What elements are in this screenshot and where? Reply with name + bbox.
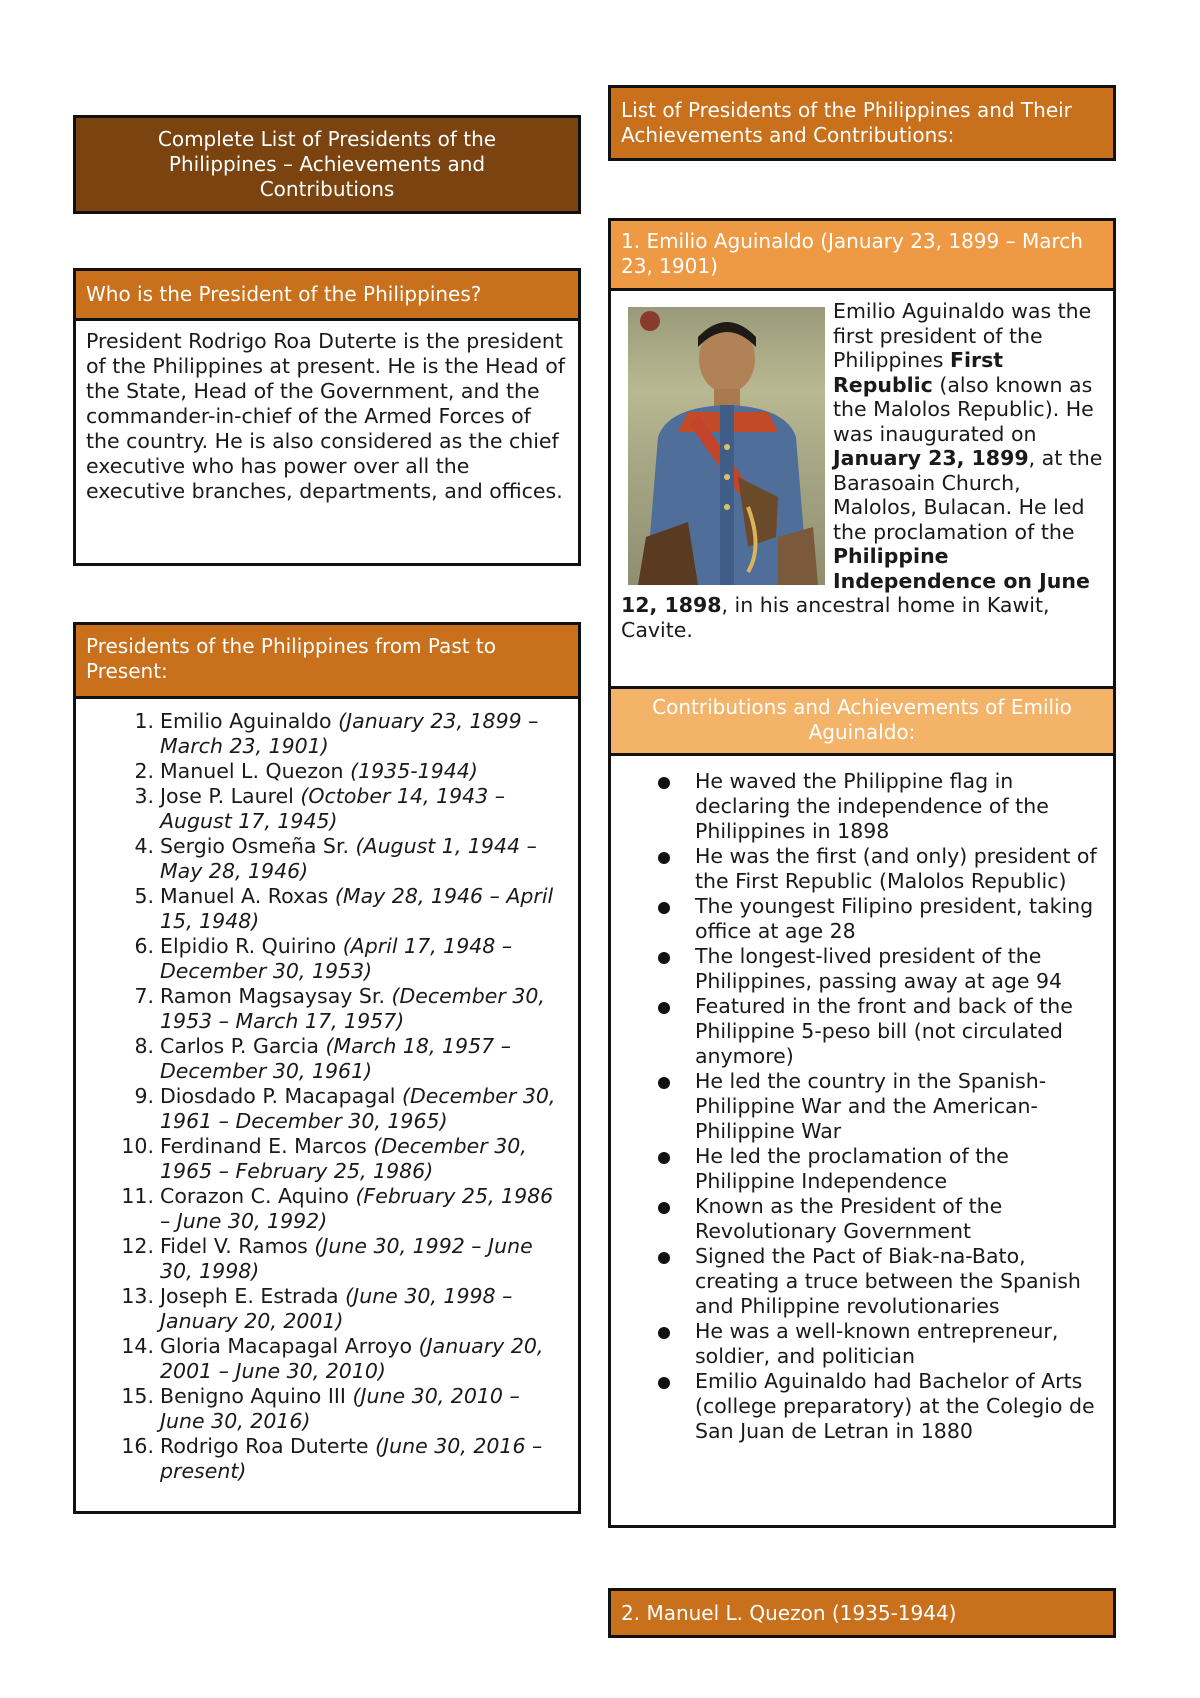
president-list-item bbox=[76, 784, 568, 834]
bullet-icon bbox=[658, 1327, 670, 1339]
contribution-item bbox=[611, 894, 1105, 944]
contribution-text: Signed the Pact of Biak-na-Bato, creating a truce between the Spanish and Philippine revolutionaries bbox=[695, 1244, 1081, 1318]
president-list-item bbox=[76, 1184, 568, 1234]
president-list-item bbox=[76, 709, 568, 759]
bullet-icon bbox=[658, 952, 670, 964]
president-name: Sergio Osmeña Sr. bbox=[160, 834, 350, 858]
president-list-item bbox=[76, 1034, 568, 1084]
aguinaldo-bio: Emilio Aguinaldo was the first president of the Philippines First Republic (also known as the Malolos Republic). He was inaugurated on January 23, 1899, at the Barasoain Church, Malolos, Bulacan. He led the proclamation of the Philippine Independence on June 12, 1898, in his ancestral home in Kawit, Cavite. bbox=[621, 299, 1103, 642]
presidents-list-panel bbox=[73, 622, 581, 1514]
contributions-heading: Contributions and Achievements of Emilio Aguinaldo: bbox=[611, 686, 1113, 756]
president-list-item bbox=[76, 884, 568, 934]
list-number: 9. bbox=[134, 1084, 154, 1108]
term-dates: (May 28, 1946 – April 15, 1948) bbox=[160, 884, 554, 933]
bullet-icon bbox=[658, 1252, 670, 1264]
president-name: Manuel L. Quezon bbox=[160, 759, 344, 783]
president-name: Jose P. Laurel bbox=[160, 784, 294, 808]
contribution-text: He was a well-known entrepreneur, soldier, and politician bbox=[695, 1319, 1059, 1368]
contribution-text: Emilio Aguinaldo had Bachelor of Arts (college preparatory) at the Colegio de San Juan de Letran in 1880 bbox=[695, 1369, 1095, 1443]
list-heading: List of Presidents of the Philippines and Their Achievements and Contributions: bbox=[608, 85, 1116, 161]
president-name: Diosdado P. Macapagal bbox=[160, 1084, 396, 1108]
list-number: 14. bbox=[121, 1334, 154, 1358]
contribution-item bbox=[611, 1244, 1105, 1319]
presidents-list bbox=[76, 699, 578, 1484]
presidents-list-heading: Presidents of the Philippines from Past to Present: bbox=[76, 625, 578, 699]
aguinaldo-portrait bbox=[628, 307, 825, 585]
president-list-item bbox=[76, 1134, 568, 1184]
president-list-item bbox=[76, 1084, 568, 1134]
term-dates: (March 18, 1957 – December 30, 1961) bbox=[160, 1034, 511, 1083]
contribution-item bbox=[611, 994, 1105, 1069]
contribution-item bbox=[611, 1319, 1105, 1369]
list-number: 8. bbox=[134, 1034, 154, 1058]
document-title bbox=[73, 115, 581, 214]
list-number: 11. bbox=[121, 1184, 154, 1208]
president-name: Carlos P. Garcia bbox=[160, 1034, 319, 1058]
contribution-text: He waved the Philippine flag in declaring the independence of the Philippines in 1898 bbox=[695, 769, 1049, 843]
contribution-text: Featured in the front and back of the Philippine 5-peso bill (not circulated anymore) bbox=[695, 994, 1073, 1068]
bullet-icon bbox=[658, 1377, 670, 1389]
contribution-item bbox=[611, 844, 1105, 894]
aguinaldo-panel bbox=[608, 218, 1116, 1528]
term-dates: (February 25, 1986 – June 30, 1992) bbox=[160, 1184, 554, 1233]
document-title-text: Complete List of Presidents of the Philippines – Achievements and Contributions bbox=[157, 127, 497, 201]
term-dates: (August 1, 1944 – May 28, 1946) bbox=[160, 834, 537, 883]
president-name: Fidel V. Ramos bbox=[160, 1234, 308, 1258]
contribution-item bbox=[611, 1069, 1105, 1144]
contribution-text: He led the country in the Spanish-Philippine War and the American-Philippine War bbox=[695, 1069, 1047, 1143]
president-list-item bbox=[76, 1434, 568, 1484]
president-name: Corazon C. Aquino bbox=[160, 1184, 349, 1208]
president-list-item bbox=[76, 1234, 568, 1284]
contribution-item bbox=[611, 944, 1105, 994]
term-dates: (June 30, 1998 – January 20, 2001) bbox=[160, 1284, 513, 1333]
contribution-text: The longest-lived president of the Philippines, passing away at age 94 bbox=[695, 944, 1063, 993]
contribution-item bbox=[611, 769, 1105, 844]
president-name: Benigno Aquino III bbox=[160, 1384, 346, 1408]
term-dates: (June 30, 2016 – present) bbox=[160, 1434, 543, 1483]
bullet-icon bbox=[658, 852, 670, 864]
aguinaldo-bio-section bbox=[611, 291, 1113, 650]
who-is-president-body: President Rodrigo Roa Duterte is the president of the Philippines at present. He is the Head of the State, Head of the Government, and the commander-in-chief of the Armed Forces of the country. He is also considered as the chief executive who has power over all the executive branches, departments, and offices. bbox=[86, 329, 565, 503]
president-list-item bbox=[76, 1334, 568, 1384]
list-number: 3. bbox=[134, 784, 154, 808]
bullet-icon bbox=[658, 777, 670, 789]
list-number: 12. bbox=[121, 1234, 154, 1258]
aguinaldo-heading: 1. Emilio Aguinaldo (January 23, 1899 – March 23, 1901) bbox=[611, 221, 1113, 291]
term-dates: (December 30, 1953 – March 17, 1957) bbox=[160, 984, 545, 1033]
term-dates: (December 30, 1961 – December 30, 1965) bbox=[160, 1084, 556, 1133]
bullet-icon bbox=[658, 902, 670, 914]
list-number: 4. bbox=[134, 834, 154, 858]
contributions-list bbox=[611, 769, 1105, 1444]
president-name: Joseph E. Estrada bbox=[160, 1284, 339, 1308]
list-number: 6. bbox=[134, 934, 154, 958]
president-name: Emilio Aguinaldo bbox=[160, 709, 332, 733]
bullet-icon bbox=[658, 1202, 670, 1214]
who-is-president-heading: Who is the President of the Philippines? bbox=[76, 271, 578, 321]
list-number: 15. bbox=[121, 1384, 154, 1408]
president-list-item bbox=[76, 834, 568, 884]
list-number: 1. bbox=[134, 709, 154, 733]
president-list-item bbox=[76, 984, 568, 1034]
list-number: 2. bbox=[134, 759, 154, 783]
quezon-heading: 2. Manuel L. Quezon (1935-1944) bbox=[608, 1588, 1116, 1638]
list-number: 5. bbox=[134, 884, 154, 908]
president-name: Ferdinand E. Marcos bbox=[160, 1134, 367, 1158]
term-dates: (April 17, 1948 – December 30, 1953) bbox=[160, 934, 513, 983]
bullet-icon bbox=[658, 1152, 670, 1164]
term-dates: (June 30, 2010 – June 30, 2016) bbox=[160, 1384, 520, 1433]
bullet-icon bbox=[658, 1002, 670, 1014]
list-number: 13. bbox=[121, 1284, 154, 1308]
president-list-item bbox=[76, 759, 568, 784]
bullet-icon bbox=[658, 1077, 670, 1089]
term-dates: (January 23, 1899 – March 23, 1901) bbox=[160, 709, 539, 758]
term-dates: (June 30, 1992 – June 30, 1998) bbox=[160, 1234, 533, 1283]
contribution-item bbox=[611, 1194, 1105, 1244]
president-name: Manuel A. Roxas bbox=[160, 884, 329, 908]
term-dates: (December 30, 1965 – February 25, 1986) bbox=[160, 1134, 527, 1183]
term-dates: (October 14, 1943 – August 17, 1945) bbox=[160, 784, 506, 833]
contribution-item bbox=[611, 1369, 1105, 1444]
list-number: 10. bbox=[121, 1134, 154, 1158]
president-name: Ramon Magsaysay Sr. bbox=[160, 984, 385, 1008]
president-name: Rodrigo Roa Duterte bbox=[160, 1434, 369, 1458]
contribution-item bbox=[611, 1144, 1105, 1194]
president-name: Gloria Macapagal Arroyo bbox=[160, 1334, 413, 1358]
president-list-item bbox=[76, 934, 568, 984]
contribution-text: He led the proclamation of the Philippine Independence bbox=[695, 1144, 1009, 1193]
president-name: Elpidio R. Quirino bbox=[160, 934, 337, 958]
list-number: 16. bbox=[121, 1434, 154, 1458]
term-dates: (1935-1944) bbox=[350, 759, 478, 783]
contribution-text: Known as the President of the Revolutionary Government bbox=[695, 1194, 1003, 1243]
president-list-item bbox=[76, 1284, 568, 1334]
term-dates: (January 20, 2001 – June 30, 2010) bbox=[160, 1334, 544, 1383]
contribution-text: The youngest Filipino president, taking office at age 28 bbox=[695, 894, 1094, 943]
list-number: 7. bbox=[134, 984, 154, 1008]
who-is-president-panel bbox=[73, 268, 581, 566]
contribution-text: He was the first (and only) president of the First Republic (Malolos Republic) bbox=[695, 844, 1097, 893]
portrait-image bbox=[628, 307, 825, 585]
president-list-item bbox=[76, 1384, 568, 1434]
